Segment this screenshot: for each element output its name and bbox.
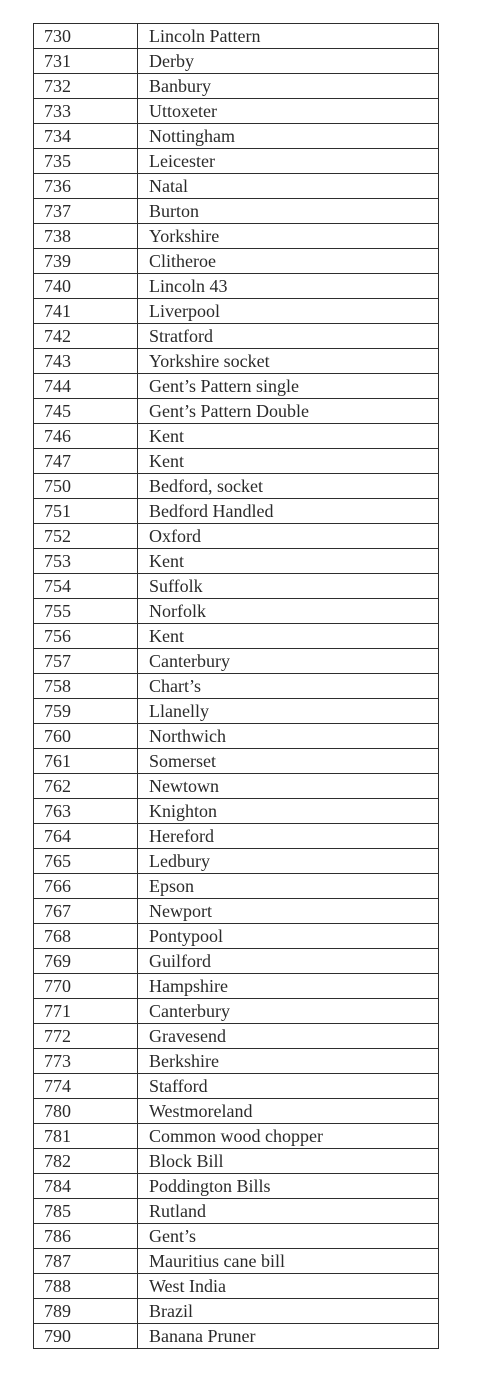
pattern-name-cell: Oxford bbox=[138, 524, 439, 549]
pattern-number-cell: 755 bbox=[34, 599, 138, 624]
table-row bbox=[34, 524, 439, 549]
pattern-number-cell: 765 bbox=[34, 849, 138, 874]
table-row bbox=[34, 649, 439, 674]
pattern-name-cell: Mauritius cane bill bbox=[138, 1249, 439, 1274]
pattern-name-cell: Stafford bbox=[138, 1074, 439, 1099]
pattern-name-cell: Common wood chopper bbox=[138, 1124, 439, 1149]
pattern-number-cell: 772 bbox=[34, 1024, 138, 1049]
pattern-number-cell: 743 bbox=[34, 349, 138, 374]
pattern-name-cell: Block Bill bbox=[138, 1149, 439, 1174]
table-row bbox=[34, 324, 439, 349]
pattern-number-cell: 759 bbox=[34, 699, 138, 724]
table-row bbox=[34, 49, 439, 74]
table-row bbox=[34, 274, 439, 299]
pattern-name-cell: Hereford bbox=[138, 824, 439, 849]
pattern-number-cell: 784 bbox=[34, 1174, 138, 1199]
pattern-name-cell: Bedford, socket bbox=[138, 474, 439, 499]
pattern-name-cell: Liverpool bbox=[138, 299, 439, 324]
table-row bbox=[34, 99, 439, 124]
table-row bbox=[34, 1099, 439, 1124]
table-row bbox=[34, 974, 439, 999]
pattern-name-cell: Kent bbox=[138, 424, 439, 449]
table-row bbox=[34, 399, 439, 424]
pattern-name-cell: Newtown bbox=[138, 774, 439, 799]
table-row bbox=[34, 199, 439, 224]
table-row bbox=[34, 899, 439, 924]
pattern-number-cell: 768 bbox=[34, 924, 138, 949]
table-row bbox=[34, 824, 439, 849]
pattern-number-table bbox=[33, 23, 439, 1349]
pattern-name-cell: Gent’s Pattern single bbox=[138, 374, 439, 399]
pattern-number-cell: 788 bbox=[34, 1274, 138, 1299]
pattern-name-cell: Kent bbox=[138, 624, 439, 649]
pattern-name-cell: Norfolk bbox=[138, 599, 439, 624]
pattern-number-cell: 751 bbox=[34, 499, 138, 524]
pattern-number-cell: 740 bbox=[34, 274, 138, 299]
table-row bbox=[34, 1024, 439, 1049]
table-row bbox=[34, 849, 439, 874]
pattern-name-cell: Ledbury bbox=[138, 849, 439, 874]
pattern-number-cell: 789 bbox=[34, 1299, 138, 1324]
pattern-number-cell: 734 bbox=[34, 124, 138, 149]
pattern-number-cell: 735 bbox=[34, 149, 138, 174]
table-row bbox=[34, 674, 439, 699]
table-row bbox=[34, 774, 439, 799]
pattern-number-cell: 758 bbox=[34, 674, 138, 699]
table-row bbox=[34, 499, 439, 524]
pattern-name-cell: Lincoln 43 bbox=[138, 274, 439, 299]
table-row bbox=[34, 149, 439, 174]
pattern-name-cell: Gent’s Pattern Double bbox=[138, 399, 439, 424]
pattern-name-cell: Banana Pruner bbox=[138, 1324, 439, 1349]
table-row bbox=[34, 1249, 439, 1274]
table-row bbox=[34, 224, 439, 249]
pattern-name-cell: Hampshire bbox=[138, 974, 439, 999]
pattern-number-cell: 770 bbox=[34, 974, 138, 999]
pattern-number-cell: 752 bbox=[34, 524, 138, 549]
pattern-name-cell: Poddington Bills bbox=[138, 1174, 439, 1199]
pattern-number-cell: 769 bbox=[34, 949, 138, 974]
pattern-number-cell: 767 bbox=[34, 899, 138, 924]
table-row bbox=[34, 174, 439, 199]
table-row bbox=[34, 724, 439, 749]
pattern-number-cell: 746 bbox=[34, 424, 138, 449]
table-row bbox=[34, 549, 439, 574]
table-row bbox=[34, 949, 439, 974]
pattern-name-cell: Banbury bbox=[138, 74, 439, 99]
pattern-number-cell: 761 bbox=[34, 749, 138, 774]
pattern-name-cell: Guilford bbox=[138, 949, 439, 974]
pattern-number-cell: 733 bbox=[34, 99, 138, 124]
table-row bbox=[34, 124, 439, 149]
pattern-number-cell: 766 bbox=[34, 874, 138, 899]
pattern-name-cell: Llanelly bbox=[138, 699, 439, 724]
table-row bbox=[34, 449, 439, 474]
pattern-name-cell: Pontypool bbox=[138, 924, 439, 949]
pattern-name-cell: Nottingham bbox=[138, 124, 439, 149]
table-row bbox=[34, 374, 439, 399]
table-row bbox=[34, 424, 439, 449]
pattern-number-cell: 737 bbox=[34, 199, 138, 224]
table-row bbox=[34, 874, 439, 899]
pattern-name-cell: Canterbury bbox=[138, 999, 439, 1024]
pattern-name-cell: Burton bbox=[138, 199, 439, 224]
pattern-number-cell: 764 bbox=[34, 824, 138, 849]
pattern-number-cell: 756 bbox=[34, 624, 138, 649]
pattern-name-cell: Newport bbox=[138, 899, 439, 924]
table-row bbox=[34, 1124, 439, 1149]
pattern-name-cell: Somerset bbox=[138, 749, 439, 774]
table-row bbox=[34, 1149, 439, 1174]
pattern-name-cell: West India bbox=[138, 1274, 439, 1299]
pattern-number-cell: 785 bbox=[34, 1199, 138, 1224]
pattern-name-cell: Kent bbox=[138, 549, 439, 574]
pattern-name-cell: Epson bbox=[138, 874, 439, 899]
pattern-number-cell: 763 bbox=[34, 799, 138, 824]
pattern-number-cell: 757 bbox=[34, 649, 138, 674]
pattern-name-cell: Gravesend bbox=[138, 1024, 439, 1049]
pattern-number-cell: 731 bbox=[34, 49, 138, 74]
pattern-number-cell: 744 bbox=[34, 374, 138, 399]
pattern-name-cell: Brazil bbox=[138, 1299, 439, 1324]
table-row bbox=[34, 1324, 439, 1349]
pattern-name-cell: Canterbury bbox=[138, 649, 439, 674]
pattern-name-cell: Derby bbox=[138, 49, 439, 74]
table-row bbox=[34, 349, 439, 374]
table-row bbox=[34, 749, 439, 774]
pattern-number-cell: 774 bbox=[34, 1074, 138, 1099]
table-row bbox=[34, 1049, 439, 1074]
table-row bbox=[34, 799, 439, 824]
pattern-number-cell: 745 bbox=[34, 399, 138, 424]
pattern-number-cell: 736 bbox=[34, 174, 138, 199]
table-row bbox=[34, 299, 439, 324]
pattern-name-cell: Lincoln Pattern bbox=[138, 24, 439, 49]
pattern-number-cell: 787 bbox=[34, 1249, 138, 1274]
pattern-number-cell: 771 bbox=[34, 999, 138, 1024]
table-row bbox=[34, 624, 439, 649]
pattern-number-cell: 732 bbox=[34, 74, 138, 99]
pattern-name-cell: Leicester bbox=[138, 149, 439, 174]
pattern-number-cell: 753 bbox=[34, 549, 138, 574]
pattern-number-cell: 742 bbox=[34, 324, 138, 349]
table-row bbox=[34, 1224, 439, 1249]
pattern-number-cell: 773 bbox=[34, 1049, 138, 1074]
table-row bbox=[34, 1074, 439, 1099]
table-row bbox=[34, 1299, 439, 1324]
table-row bbox=[34, 699, 439, 724]
pattern-name-cell: Gent’s bbox=[138, 1224, 439, 1249]
table-row bbox=[34, 1274, 439, 1299]
pattern-number-cell: 750 bbox=[34, 474, 138, 499]
pattern-name-cell: Yorkshire bbox=[138, 224, 439, 249]
pattern-number-cell: 747 bbox=[34, 449, 138, 474]
pattern-name-cell: Chart’s bbox=[138, 674, 439, 699]
table-row bbox=[34, 1199, 439, 1224]
table-body bbox=[34, 24, 439, 1349]
pattern-name-cell: Kent bbox=[138, 449, 439, 474]
pattern-name-cell: Berkshire bbox=[138, 1049, 439, 1074]
pattern-number-cell: 738 bbox=[34, 224, 138, 249]
pattern-name-cell: Northwich bbox=[138, 724, 439, 749]
pattern-number-cell: 782 bbox=[34, 1149, 138, 1174]
table-row bbox=[34, 24, 439, 49]
pattern-name-cell: Suffolk bbox=[138, 574, 439, 599]
pattern-name-cell: Bedford Handled bbox=[138, 499, 439, 524]
pattern-name-cell: Westmoreland bbox=[138, 1099, 439, 1124]
pattern-name-cell: Stratford bbox=[138, 324, 439, 349]
table-row bbox=[34, 999, 439, 1024]
pattern-number-cell: 730 bbox=[34, 24, 138, 49]
pattern-name-cell: Knighton bbox=[138, 799, 439, 824]
pattern-number-cell: 781 bbox=[34, 1124, 138, 1149]
table-row bbox=[34, 1174, 439, 1199]
pattern-number-cell: 741 bbox=[34, 299, 138, 324]
pattern-number-cell: 762 bbox=[34, 774, 138, 799]
pattern-number-cell: 790 bbox=[34, 1324, 138, 1349]
pattern-number-cell: 760 bbox=[34, 724, 138, 749]
table-row bbox=[34, 249, 439, 274]
pattern-number-cell: 780 bbox=[34, 1099, 138, 1124]
pattern-name-cell: Natal bbox=[138, 174, 439, 199]
pattern-number-cell: 754 bbox=[34, 574, 138, 599]
pattern-name-cell: Clitheroe bbox=[138, 249, 439, 274]
pattern-name-cell: Uttoxeter bbox=[138, 99, 439, 124]
table-row bbox=[34, 474, 439, 499]
pattern-name-cell: Rutland bbox=[138, 1199, 439, 1224]
pattern-number-cell: 739 bbox=[34, 249, 138, 274]
table-row bbox=[34, 599, 439, 624]
table-row bbox=[34, 74, 439, 99]
pattern-name-cell: Yorkshire socket bbox=[138, 349, 439, 374]
pattern-number-cell: 786 bbox=[34, 1224, 138, 1249]
table-row bbox=[34, 574, 439, 599]
table-row bbox=[34, 924, 439, 949]
